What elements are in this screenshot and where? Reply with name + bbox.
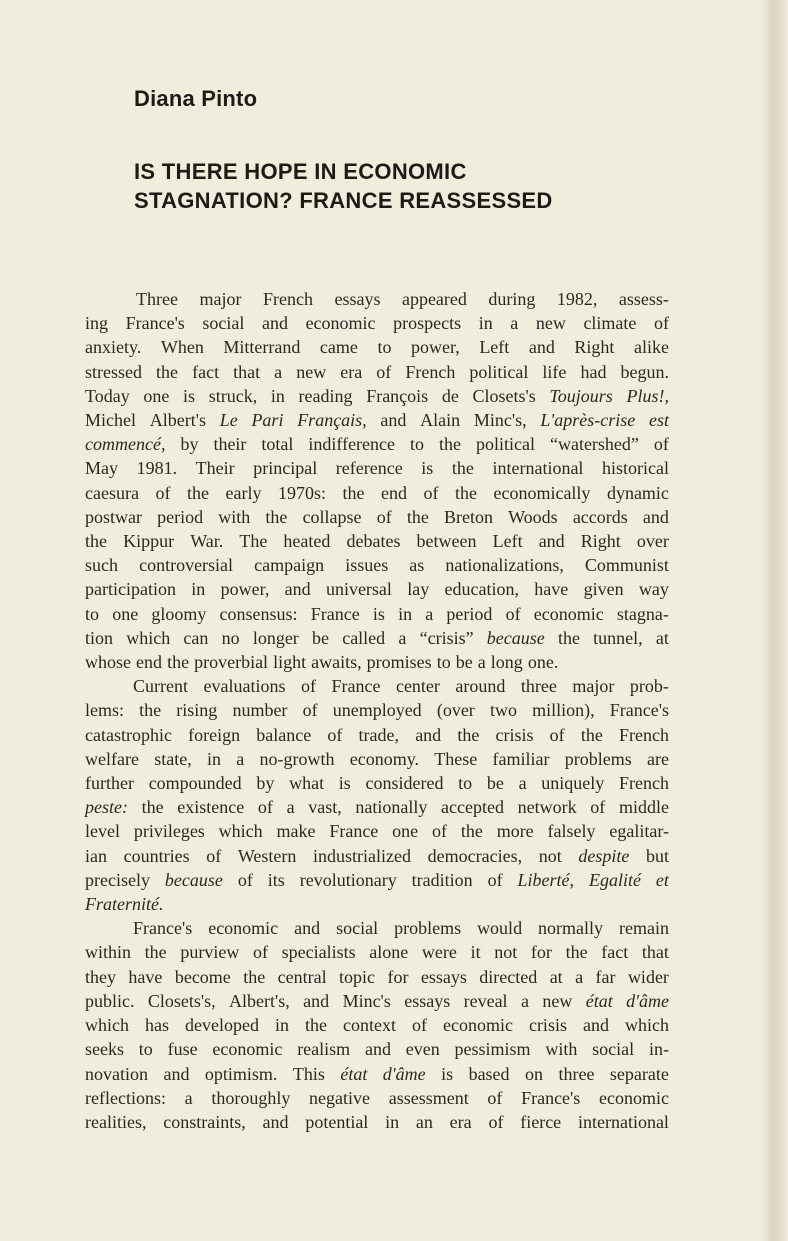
- title-line: IS THERE HOPE IN ECONOMIC: [134, 159, 467, 184]
- text-line: within the purview of specialists alone were it not for the fact that: [85, 942, 669, 963]
- text-line: peste: the existence of a vast, nationally accepted network of middle: [85, 797, 669, 818]
- article-title: [134, 157, 694, 215]
- text-line: tion which can no longer be called a “crisis” because the tunnel, at: [85, 627, 669, 648]
- text-line: participation in power, and universal lay education, have given way: [85, 579, 669, 600]
- text-line: ing France's social and economic prospects in a new climate of: [85, 313, 669, 334]
- text-line: whose end the proverbial light awaits, promises to be a long one.: [85, 652, 559, 673]
- text-line: May 1981. Their principal reference is the international historical: [85, 458, 669, 479]
- text-line: to one gloomy consensus: France is in a period of economic stagna-: [85, 603, 669, 624]
- text-line: stressed the fact that a new era of French political life had begun.: [85, 361, 669, 382]
- text-line: level privileges which make France one of the more falsely egalitar-: [85, 821, 669, 842]
- text-line: Three major French essays appeared during 1982, assess-: [136, 289, 669, 309]
- text-line: they have become the central topic for essays directed at a far wider: [85, 966, 669, 987]
- text-line: France's economic and social problems would normally remain: [133, 918, 669, 939]
- article-body: [85, 287, 669, 1134]
- text-line: caesura of the early 1970s: the end of the economically dynamic: [85, 482, 669, 503]
- text-line: public. Closets's, Albert's, and Minc's essays reveal a new état d'âme: [85, 990, 669, 1011]
- text-line: such controversial campaign issues as nationalizations, Communist: [85, 555, 669, 576]
- text-line: postwar period with the collapse of the Breton Woods accords and: [85, 506, 669, 527]
- text-line: novation and optimism. This état d'âme is based on three separate: [85, 1063, 669, 1084]
- text-line: ian countries of Western industrialized democracies, not despite but: [85, 845, 669, 866]
- text-line: Michel Albert's Le Pari Français, and Alain Minc's, L'après-crise est: [85, 410, 669, 431]
- text-line: the Kippur War. The heated debates between Left and Right over: [85, 531, 669, 552]
- text-line: commencé, by their total indifference to the political “watershed” of: [85, 434, 669, 455]
- text-line: precisely because of its revolutionary tradition of Liberté, Egalité et: [85, 869, 669, 890]
- text-line: lems: the rising number of unemployed (over two million), France's: [85, 700, 669, 721]
- text-line: Today one is struck, in reading François de Closets's Toujours Plus!,: [85, 385, 669, 406]
- text-line: seeks to fuse economic realism and even pessimism with social in-: [85, 1039, 669, 1060]
- text-line: anxiety. When Mitterrand came to power, Left and Right alike: [85, 337, 669, 358]
- title-line: STAGNATION? FRANCE REASSESSED: [134, 188, 553, 213]
- page-edge: [762, 0, 788, 1241]
- text-line: realities, constraints, and potential in an era of fierce international: [85, 1111, 669, 1132]
- author-name: Diana Pinto: [134, 86, 258, 111]
- text-line: welfare state, in a no-growth economy. These familiar problems are: [85, 748, 669, 769]
- text-line: which has developed in the context of economic crisis and which: [85, 1015, 669, 1036]
- text-line: further compounded by what is considered to be a uniquely French: [85, 773, 669, 794]
- text-line: catastrophic foreign balance of trade, and the crisis of the French: [85, 724, 669, 745]
- text-line: Fraternité.: [85, 894, 164, 915]
- text-line: Current evaluations of France center around three major prob-: [133, 676, 669, 697]
- text-line: reflections: a thoroughly negative assessment of France's economic: [85, 1087, 669, 1108]
